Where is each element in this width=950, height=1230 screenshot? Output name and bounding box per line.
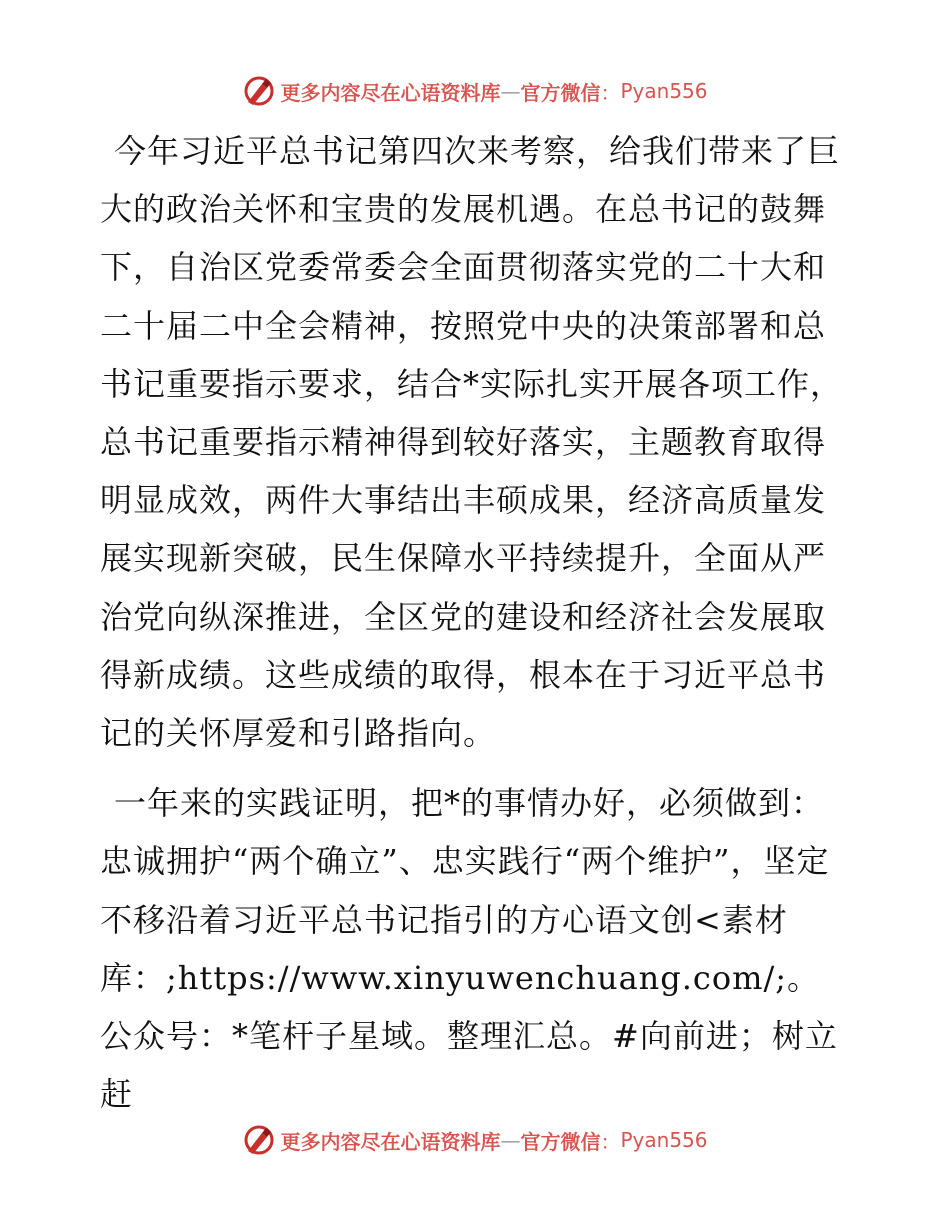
paragraph-2: 一年来的实践证明，把*的事情办好，必须做到：忠诚拥护“两个确立”、忠实践行“两个维护”，坚定不移沿着习近平总书记指引的方心语文创<素材库：;https://www.xinyuwenchuang.com/;。公众号：*笔杆子星域。整理汇总。#向前进；树立赶 [100, 784, 838, 1114]
document-body [100, 122, 852, 1123]
footer-banner [0, 1120, 950, 1160]
header-wechat-label: 官方微信 [520, 80, 601, 105]
header-banner [0, 71, 950, 111]
footer-wechat-id: Pyan556 [620, 1128, 708, 1152]
header-site-name: 更多内容尽在心语资料库 [280, 80, 501, 105]
footer-colon: ： [600, 1129, 621, 1154]
footer-dash: — [500, 1128, 521, 1152]
header-dash: — [500, 79, 521, 103]
pen-logo-icon [242, 74, 276, 108]
paragraph-1: 今年习近平总书记第四次来考察，给我们带来了巨大的政治关怀和宝贵的发展机遇。在总书记的鼓舞下，自治区党委常委会全面贯彻落实党的二十大和二十届二中全会精神，按照党中央的决策部署和总书记重要指示要求，结合*实际扎实开展各项工作，总书记重要指示精神得到较好落实，主题教育取得明显成效，两件大事结出丰硕成果，经济高质量发展实现新突破，民生保障水平持续提升，全面从严治党向纵深推进，全区党的建设和经济社会发展取得新成绩。这些成绩的取得，根本在于习近平总书记的关怀厚爱和引路指向。 [100, 132, 844, 753]
header-wechat-id: Pyan556 [620, 79, 708, 103]
pen-logo-icon [242, 1123, 276, 1157]
footer-wechat-label: 官方微信 [520, 1129, 601, 1154]
header-colon: ： [600, 80, 621, 105]
footer-site-name: 更多内容尽在心语资料库 [280, 1129, 501, 1154]
